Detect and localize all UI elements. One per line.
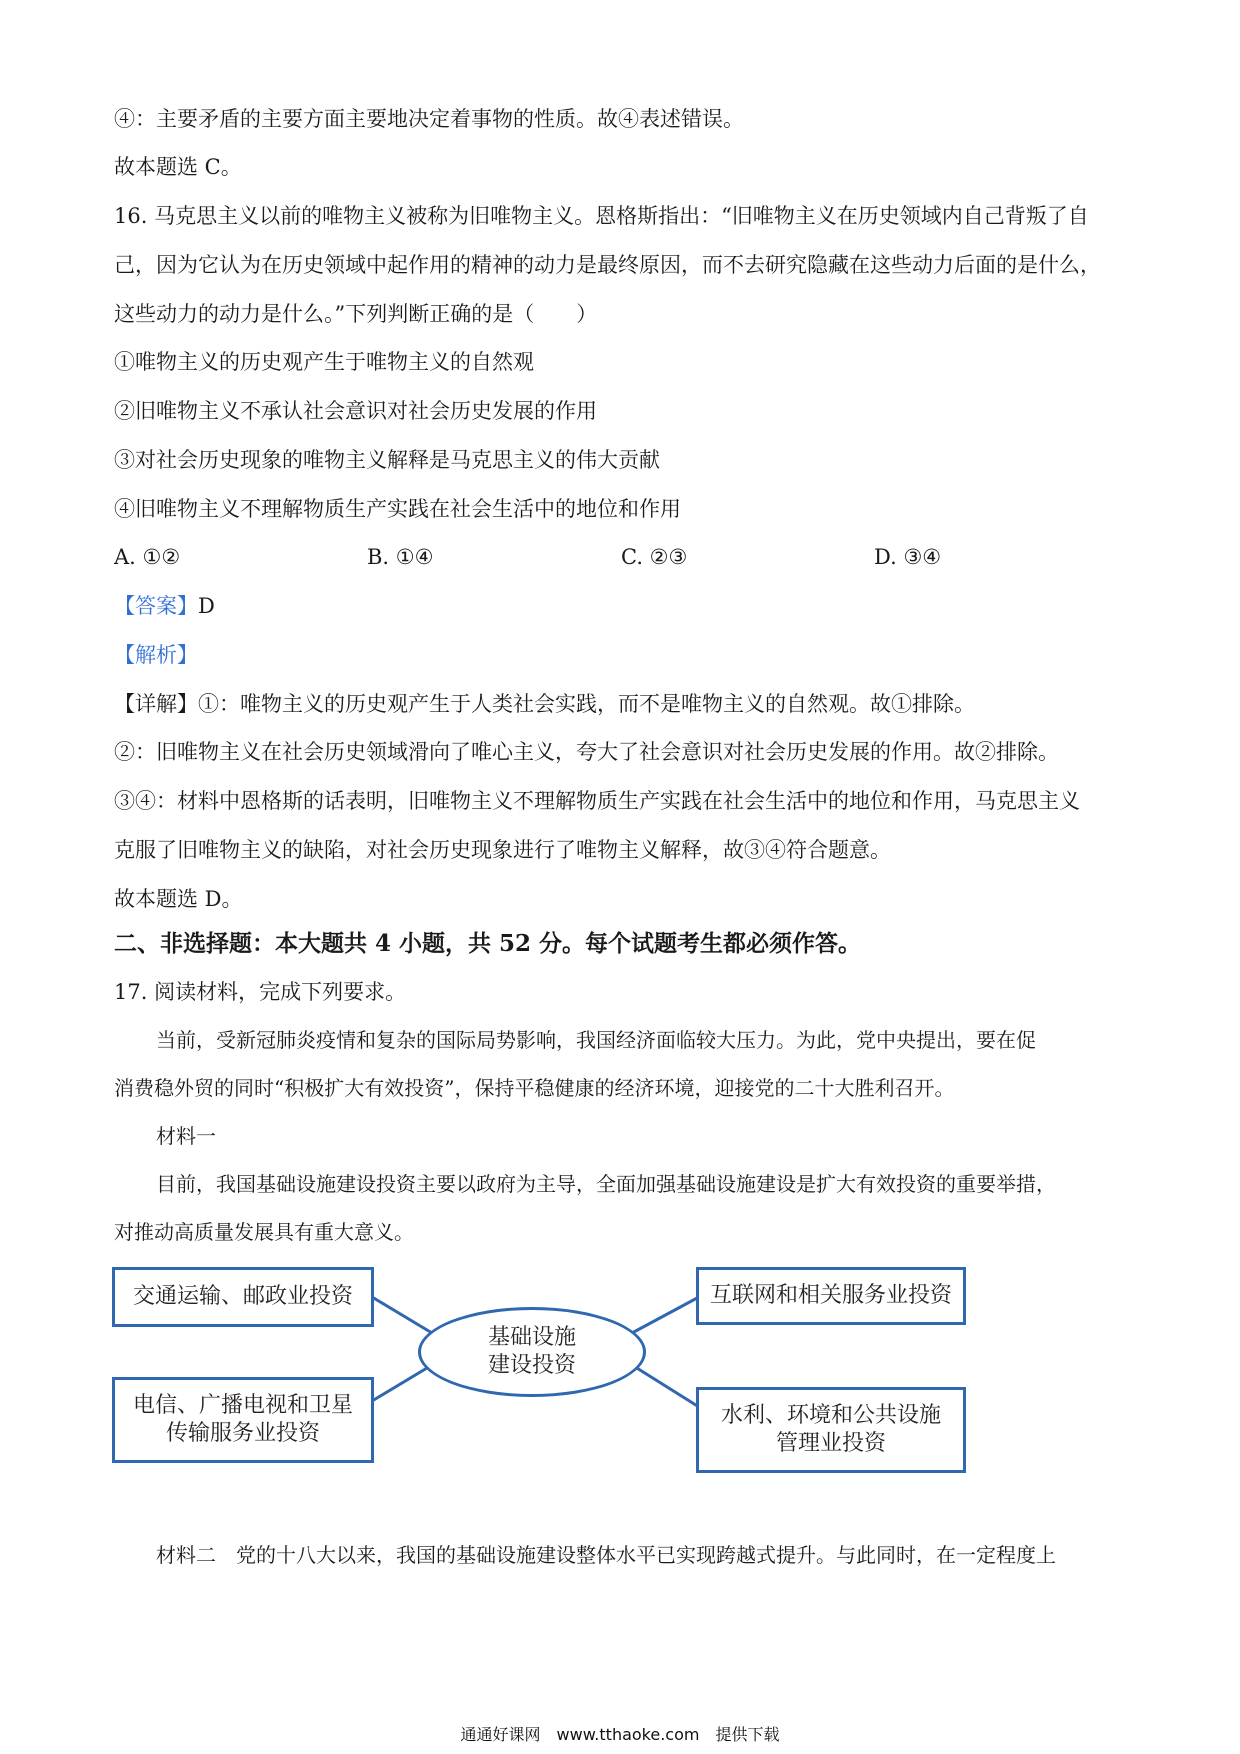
option-c: C. ②③ xyxy=(621,545,688,569)
material-1-text: 目前，我国基础设施建设投资主要以政府为主导，全面加强基础设施建设是扩大有效投资的重要举措， xyxy=(156,1172,1056,1196)
answer-value: D xyxy=(198,594,215,618)
diagram-box-internet: 互联网和相关服务业投资 xyxy=(696,1267,966,1325)
question-16-stem: 16. 马克思主义以前的唯物主义被称为旧唯物主义。恩格斯指出：“旧唯物主义在历史领域内自己背叛了自 xyxy=(114,204,1089,228)
explanation-line: 【详解】①：唯物主义的历史观产生于人类社会实践，而不是唯物主义的自然观。故①排除。 xyxy=(114,692,975,716)
material-1-text: 对推动高质量发展具有重大意义。 xyxy=(114,1220,414,1244)
statement-4: ④旧唯物主义不理解物质生产实践在社会生活中的地位和作用 xyxy=(114,497,681,521)
option-b: B. ①④ xyxy=(367,545,434,569)
investment-diagram xyxy=(112,1255,972,1487)
text-line: ④：主要矛盾的主要方面主要地决定着事物的性质。故④表述错误。 xyxy=(114,107,744,131)
answer-line xyxy=(114,591,215,621)
explanation-line: 克服了旧唯物主义的缺陷，对社会历史现象进行了唯物主义解释，故③④符合题意。 xyxy=(114,838,891,862)
question-17-stem: 17. 阅读材料，完成下列要求。 xyxy=(114,980,407,1004)
diagram-text: 水利、环境和公共设施 xyxy=(720,1403,941,1428)
text-line: 故本题选 C。 xyxy=(114,155,242,179)
page-footer: 通通好课网 www.tthaoke.com 提供下载 xyxy=(460,1725,780,1744)
diagram-text: 建设投资 xyxy=(487,1353,576,1378)
question-16-stem: 这些动力的动力是什么。”下列判断正确的是（ ） xyxy=(114,302,598,326)
explanation-line: ②：旧唯物主义在社会历史领域滑向了唯心主义，夸大了社会意识对社会历史发展的作用。故②排除。 xyxy=(114,740,1059,764)
material-1-title: 材料一 xyxy=(156,1124,216,1148)
diagram-text: 传输服务业投资 xyxy=(165,1421,320,1446)
question-16-stem: 己，因为它认为在历史领域中起作用的精神的动力是最终原因，而不去研究隐藏在这些动力后面的是什么， xyxy=(114,253,1101,277)
statement-2: ②旧唯物主义不承认社会意识对社会历史发展的作用 xyxy=(114,399,597,423)
diagram-text: 管理业投资 xyxy=(775,1431,886,1456)
diagram-center-ellipse xyxy=(418,1307,646,1397)
diagram-box-telecom xyxy=(112,1377,374,1463)
explanation-line: 故本题选 D。 xyxy=(114,887,243,911)
explanation-line: ③④：材料中恩格斯的话表明，旧唯物主义不理解物质生产实践在社会生活中的地位和作用，马克思主义 xyxy=(114,789,1080,813)
analysis-label: 【解析】 xyxy=(114,643,198,667)
statement-3: ③对社会历史现象的唯物主义解释是马克思主义的伟大贡献 xyxy=(114,448,660,472)
diagram-text: 电信、广播电视和卫星 xyxy=(132,1393,353,1418)
material-intro: 当前，受新冠肺炎疫情和复杂的国际局势影响，我国经济面临较大压力。为此，党中央提出，要在促 xyxy=(156,1028,1036,1052)
answer-label: 【答案】 xyxy=(114,594,198,618)
material-2-text: 材料二 党的十八大以来，我国的基础设施建设整体水平已实现跨越式提升。与此同时，在一定程度上 xyxy=(156,1543,1056,1567)
statement-1: ①唯物主义的历史观产生于唯物主义的自然观 xyxy=(114,350,534,374)
option-d: D. ③④ xyxy=(874,545,942,569)
section-heading: 二、非选择题：本大题共 4 小题，共 52 分。每个试题考生都必须作答。 xyxy=(114,930,862,957)
diagram-box-transport: 交通运输、邮政业投资 xyxy=(112,1267,374,1327)
material-intro: 消费稳外贸的同时“积极扩大有效投资”，保持平稳健康的经济环境，迎接党的二十大胜利召开。 xyxy=(114,1076,955,1100)
diagram-box-water xyxy=(696,1387,966,1473)
option-a: A. ①② xyxy=(114,545,181,569)
diagram-text: 基础设施 xyxy=(487,1325,576,1350)
